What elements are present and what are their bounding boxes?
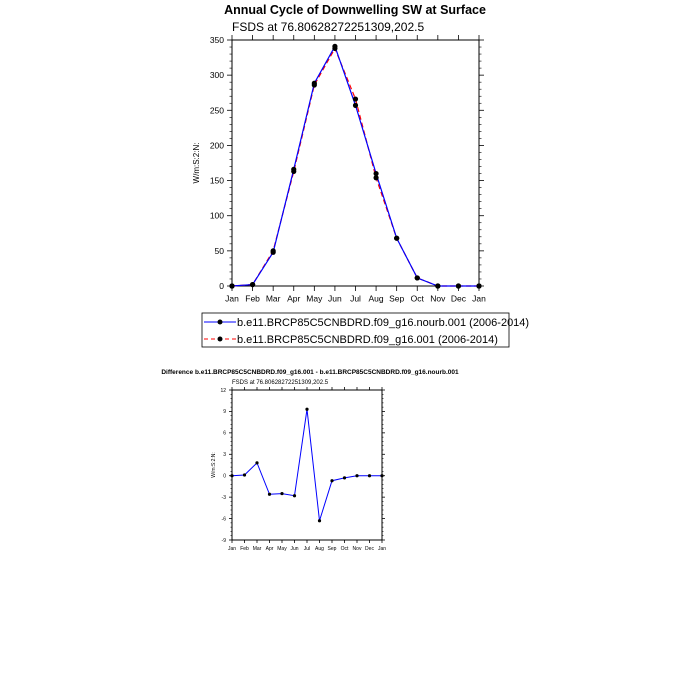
- y-tick-label: 100: [209, 210, 224, 221]
- data-point: [394, 236, 399, 241]
- chart-subtitle: FSDS at 76.80628272251309,202.5: [232, 20, 425, 34]
- diff-chart-subtitle: FSDS at 76.80628272251309,202.5: [232, 380, 329, 386]
- data-point: [456, 283, 461, 288]
- x-tick-label: Feb: [245, 293, 260, 304]
- diff-x-tick-label: May: [277, 546, 287, 552]
- x-tick-label: May: [306, 293, 323, 304]
- plot-frame: [232, 40, 479, 286]
- diff-data-point: [343, 476, 346, 479]
- data-point: [250, 282, 255, 287]
- x-tick-label: Nov: [430, 293, 446, 304]
- data-point: [271, 248, 276, 253]
- diff-y-tick-label: 0: [223, 473, 226, 480]
- y-tick-label: 350: [209, 34, 224, 45]
- diff-data-point: [255, 461, 258, 464]
- y-tick-label: 150: [209, 175, 224, 186]
- x-tick-label: Dec: [450, 293, 466, 304]
- series-line-0: [232, 46, 479, 286]
- y-tick-label: 0: [219, 280, 224, 291]
- diff-data-point: [355, 474, 358, 477]
- diff-y-tick-label: 9: [223, 409, 226, 416]
- diff-series-line-0: [232, 409, 382, 520]
- data-point: [476, 283, 481, 288]
- diff-x-tick-label: Oct: [340, 546, 349, 552]
- chart-title: Annual Cycle of Downwelling SW at Surface: [224, 3, 486, 17]
- data-point: [353, 103, 358, 108]
- x-tick-label: Jan: [225, 293, 239, 304]
- y-axis-label: W/m:S:2:N:: [192, 142, 201, 184]
- diff-x-tick-label: Nov: [352, 546, 362, 552]
- x-tick-label: Oct: [410, 293, 424, 304]
- diff-y-axis-label: W/m:S:2:N:: [211, 452, 217, 478]
- diff-data-point: [330, 479, 333, 482]
- diff-y-tick-label: 3: [223, 452, 226, 459]
- diff-data-point: [268, 493, 271, 496]
- x-tick-label: Apr: [287, 293, 301, 304]
- diff-x-tick-label: Feb: [240, 546, 249, 552]
- diff-data-point: [368, 474, 371, 477]
- diff-data-point: [380, 474, 383, 477]
- diff-x-tick-label: Aug: [315, 546, 324, 552]
- diff-x-tick-label: Dec: [365, 546, 374, 552]
- diff-x-tick-label: Mar: [252, 546, 262, 552]
- x-tick-label: Aug: [368, 293, 384, 304]
- y-tick-label: 250: [209, 105, 224, 116]
- x-tick-label: Sep: [389, 293, 405, 304]
- diff-x-tick-label: Jul: [303, 546, 311, 552]
- diff-x-tick-label: Jan: [227, 546, 237, 552]
- diff-data-point: [293, 494, 296, 497]
- x-tick-label: Mar: [265, 293, 281, 304]
- legend: [202, 313, 529, 347]
- diff-data-point: [243, 473, 246, 476]
- diff-data-point: [305, 408, 308, 411]
- diff-x-tick-label: Sep: [327, 546, 337, 552]
- diff-y-tick-label: 12: [220, 387, 226, 394]
- data-point: [291, 169, 296, 174]
- diff-data-point: [318, 519, 321, 522]
- legend-marker-urb: [218, 337, 223, 342]
- x-tick-label: Jun: [328, 293, 342, 304]
- x-tick-label: Jan: [472, 293, 486, 304]
- data-point: [312, 82, 317, 87]
- diff-y-tick-label: -6: [221, 516, 226, 523]
- diff-y-tick-label: -9: [221, 537, 226, 544]
- legend-label-nourb: b.e11.BRCP85C5CNBDRD.f09_g16.nourb.001 (2006-2014): [237, 317, 530, 329]
- diff-data-point: [230, 474, 233, 477]
- y-tick-label: 50: [214, 245, 224, 256]
- legend-marker-nourb: [218, 320, 223, 325]
- x-tick-label: Jul: [350, 293, 361, 304]
- legend-label-urb: b.e11.BRCP85C5CNBDRD.f09_g16.001 (2006-2014): [237, 334, 498, 346]
- data-point: [353, 96, 358, 101]
- data-point: [415, 275, 420, 280]
- diff-y-tick-label: 6: [223, 430, 226, 437]
- diff-y-tick-label: -3: [221, 494, 226, 501]
- diff-x-tick-label: Jan: [377, 546, 387, 552]
- data-point: [435, 283, 440, 288]
- data-point: [373, 175, 378, 180]
- diff-chart-title: Difference b.e11.BRCP85C5CNBDRD.f09_g16.001 - b.e11.BRCP85C5CNBDRD.f09_g16.nourb.001: [161, 369, 459, 376]
- y-tick-label: 300: [209, 70, 224, 81]
- diff-data-point: [280, 492, 283, 495]
- data-point: [332, 46, 337, 51]
- diff-x-tick-label: Apr: [265, 546, 274, 552]
- data-point: [229, 283, 234, 288]
- series-line-1: [232, 48, 479, 286]
- y-tick-label: 200: [209, 140, 224, 151]
- diff-x-tick-label: Jun: [290, 546, 299, 552]
